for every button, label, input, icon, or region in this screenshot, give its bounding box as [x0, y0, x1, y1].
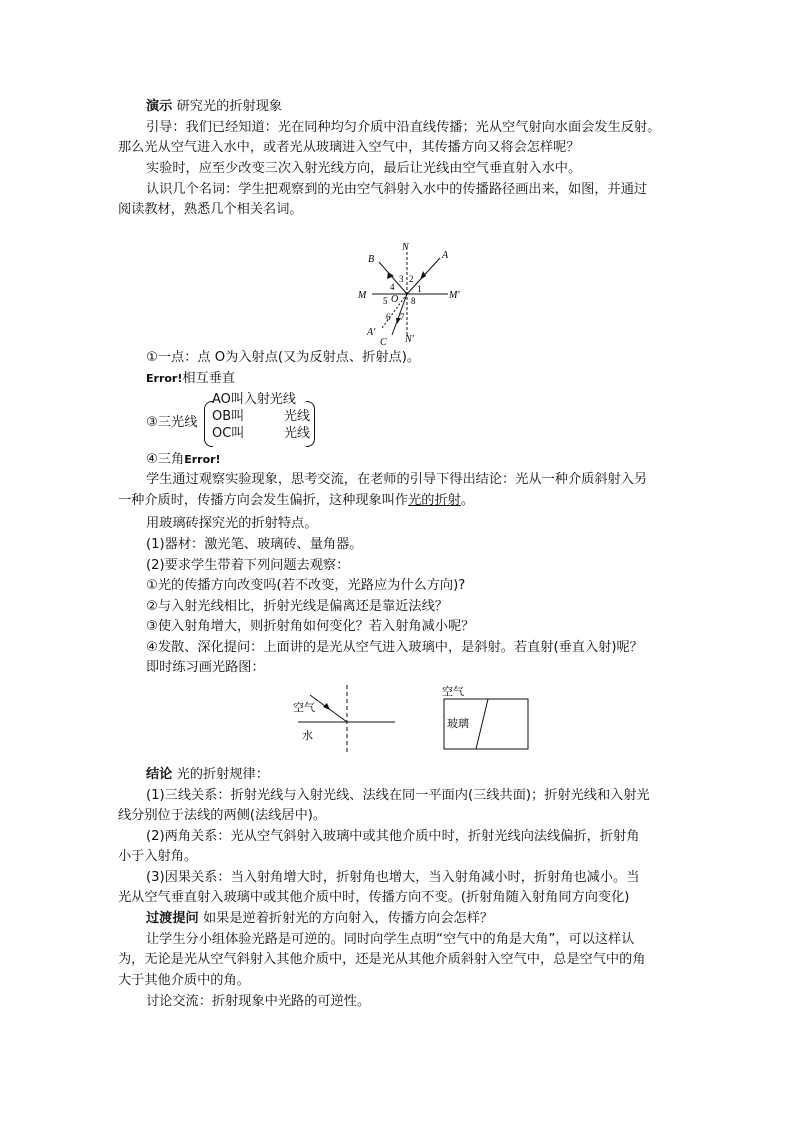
ray-ao: AO叫入射光线: [212, 392, 296, 407]
rule-item: 小于入射角。: [118, 849, 198, 864]
rule-item: 光从空气垂直射入玻璃中或其他介质中时，传播方向不变。(折射角随入射角同方向变化): [118, 890, 630, 905]
angle-6: 6: [386, 312, 391, 322]
paragraph: 大于其他介质中的角。: [118, 973, 250, 988]
definition-angles: [146, 450, 706, 470]
rule-item: (1)三线关系：折射光线与入射光线、法线在同一平面内(三线共面)；折射光线和入射光: [146, 788, 650, 803]
term-refraction: 光的折射: [408, 493, 461, 508]
angle-2: 2: [409, 274, 414, 284]
air-water-diagram: [290, 683, 400, 753]
air-label: 空气: [293, 701, 315, 714]
question-item: ④发散、深化提问：上面讲的是光从空气进入玻璃中，是斜射。若直射(垂直入射)呢？: [146, 640, 643, 655]
angle-1: 1: [417, 284, 422, 294]
angle-8: 8: [411, 296, 416, 306]
incident-arrow: [420, 271, 426, 280]
paragraph: 实验时，应至少改变三次入射光线方向，最后让光线由空气垂直射入水中。: [146, 161, 582, 176]
section-heading-demo: [146, 97, 706, 117]
error-text: Error!: [146, 372, 183, 385]
label-b: B: [368, 254, 375, 265]
paragraph: 讨论交流：折射现象中光路的可逆性。: [146, 994, 371, 1009]
ray-ob-type: 光线: [284, 409, 311, 424]
water-label: 水: [302, 729, 313, 742]
rule-item: 线分别位于法线的两侧(法线居中)。: [118, 808, 327, 823]
label-n: N: [402, 242, 409, 253]
section-heading-transition: [146, 909, 706, 929]
label-np: N′: [405, 334, 414, 345]
paragraph: 认识几个名词：学生把观察到的光由空气斜射入水中的传播路径画出来，如图，并通过: [146, 182, 648, 197]
angle-4: 4: [390, 282, 395, 292]
text-span: 。: [460, 493, 475, 508]
paragraph: 为，无论是光从空气斜射入其他介质中，还是光从其他介质斜射入空气中，总是空气中的角: [118, 952, 646, 967]
question-item: ①光的传播方向改变吗(若不改变，光路应为什么方向)?: [146, 578, 466, 593]
question-item: ③使入射角增大，则折射角如何变化？若入射角减小呢？: [146, 619, 475, 634]
incident-arrow: [323, 703, 330, 710]
refraction-diagram: [350, 238, 470, 348]
question-item: ②与入射光线相比，折射光线是偏离还是靠近法线？: [146, 599, 448, 614]
paragraph: 学生通过观察实验现象，思考交流，在老师的引导下得出结论：光从一种介质斜射入另: [146, 472, 648, 487]
paragraph: (1)器材：激光笔、玻璃砖、量角器。: [146, 537, 363, 552]
paragraph: 即时练习画光路图：: [146, 660, 265, 675]
text-span: 一种介质时，传播方向会发生偏折，这种现象叫作: [118, 493, 409, 508]
paragraph: 用玻璃砖探究光的折射特点。: [146, 516, 318, 531]
paragraph: 那么光从空气进入水中，或者光从玻璃进入空气中，其传播方向又将会怎样呢？: [118, 140, 580, 155]
section-title: 如果是逆着折射光的方向射入，传播方向会怎样？: [202, 911, 494, 926]
definition-line-text: 相互垂直: [182, 371, 236, 386]
label-ap: A′: [367, 327, 376, 338]
angles-text: ④三角: [146, 452, 185, 467]
paragraph: [118, 491, 678, 511]
section-heading-conclusion: [146, 765, 706, 785]
definition-point: ①一点：点 O为入射点(又为反射点、折射点)。: [146, 350, 421, 365]
ray-ob: OB叫: [212, 409, 245, 424]
angle-5: 5: [383, 296, 388, 306]
section-tag: 演示: [146, 99, 173, 114]
definition-line: [146, 369, 706, 389]
angle-7: 7: [400, 312, 405, 322]
section-tag: 过渡提问: [146, 911, 199, 926]
light-ray: [476, 699, 488, 749]
paragraph: 阅读教材，熟悉几个相关名词。: [118, 202, 303, 217]
label-c: C: [380, 337, 387, 348]
ray-oc: OC叫: [212, 426, 245, 441]
section-title: 研究光的折射现象: [176, 99, 283, 114]
error-text: Error!: [184, 453, 221, 466]
label-a: A: [442, 250, 449, 261]
rule-item: (2)两角关系：光从空气斜射入玻璃中或其他介质中时，折射光线向法线偏折，折射角: [146, 829, 640, 844]
air-label: 空气: [442, 685, 464, 698]
paragraph: 让学生分小组体验光路是可逆的。同时向学生点明“空气中的角是大角”，可以这样认: [146, 932, 635, 947]
label-mp: M′: [449, 290, 460, 301]
label-o: O: [391, 294, 399, 305]
ray-oc-type: 光线: [284, 426, 311, 441]
section-tag: 结论: [146, 767, 173, 782]
glass-label: 玻璃: [447, 717, 469, 730]
rule-item: (3)因果关系：当入射角增大时，折射角也增大，当入射角减小时，折射角也减小。当: [146, 870, 640, 885]
label-m: M: [358, 290, 367, 301]
three-rays-label: ③三光线: [146, 415, 198, 430]
air-glass-diagram: [438, 682, 538, 754]
section-title: 光的折射规律：: [176, 767, 269, 782]
angle-3: 3: [399, 274, 404, 284]
paragraph: (2)要求学生带着下列问题去观察：: [146, 558, 350, 573]
paragraph: 引导：我们已经知道：光在同种均匀介质中沿直线传播；光从空气射向水面会发生反射。: [146, 120, 661, 135]
